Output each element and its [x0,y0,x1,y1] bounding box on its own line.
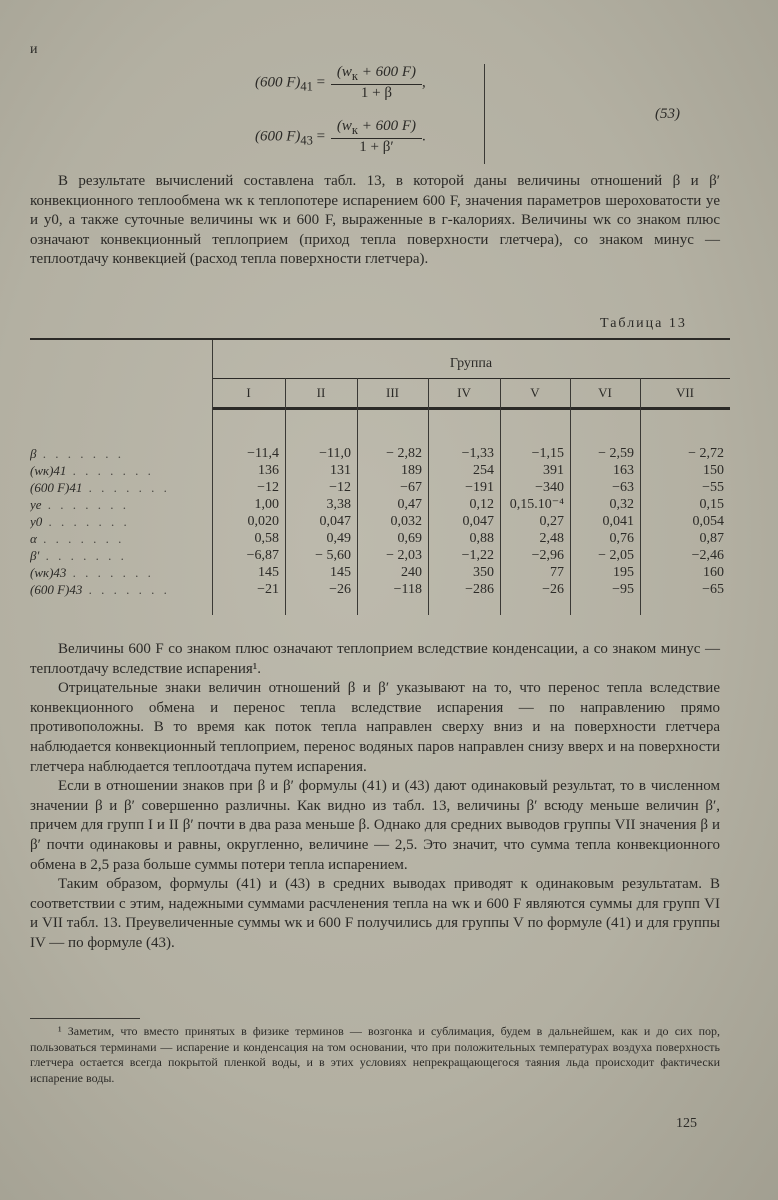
leader-dots: . . . . . . . [82,582,170,597]
fraction [331,118,422,156]
table-cell: −21 [257,582,279,597]
table-cell: −118 [393,582,422,597]
table-cell: 1,00 [254,497,279,512]
table-column-header: I [246,385,251,400]
leader-dots: . . . . . . . [41,497,130,512]
paragraph-1: В результате вычислений составлена табл. 13, в которой даны величины отношений β и β′ конвекционного теплообмена wк к теплопотере испарением 600 F, значения параметров шероховатости yе и y0, а также суточные величины wк и 600 F, выраженные в г-калориях. Величины wк со знаком плюс означают конвекционный теплоприем (приход тепла поверхности глетчера), со знаком минус — теплоотдачу конвекцией (расход тепла поверхности глетчера). [30,173,720,268]
leader-dots: . . . . . . . [36,531,125,546]
table-cell: −65 [702,582,724,597]
table-cell: −1,22 [461,548,494,563]
num-w: (w [336,118,352,134]
row-label-text: y0 [30,514,43,529]
table-row-label [30,514,202,530]
table-cell: −11,0 [319,446,351,461]
leader-dots: . . . . . . . [66,565,154,580]
table-cell: − 2,82 [386,446,422,461]
table-row-label [30,531,202,547]
table-row-label [30,497,202,513]
table-row-label [30,548,202,564]
table-cell: 350 [473,565,494,580]
table-cell: 0,047 [462,514,494,529]
table-group-header: Группа [449,356,493,371]
table-column-header: VI [598,385,612,400]
paragraph: Отрицательные знаки величин отношений β и β′ указывают на то, что перенос тепла вследствие конвекционного обмена и перенос тепла вследствие испарения — по направлению прямо противоположны. В то время как поток тепла направлен сверху вниз и на поверхности глетчера наблюдается конвекционный теплоприем, перенос водяных паров направлен снизу вверх и на поверхности глетчера наблюдается теплоотдача путем испарения. [30,680,720,775]
table-cell: −286 [465,582,494,597]
formula-tail: , [421,74,426,91]
table-cell: − 5,60 [315,548,351,563]
table-cell: 0,047 [319,514,351,529]
row-label-text: (wк)41 [30,463,67,478]
table-header-rule [212,378,730,379]
num-sub: к [351,123,358,137]
denominator: 1 + β′ [359,139,394,155]
table-cell: 2,48 [539,531,564,546]
table-cell: 163 [613,463,634,478]
table-column-header: V [530,385,540,400]
table-top-rule [30,338,730,340]
numerator [331,118,422,139]
paragraph: Таким образом, формулы (41) и (43) в средних выводах приводят к одинаковым результатам. В соответствии с этим, надежными суммами расчленения тепла на wк и 600 F являются суммы для групп VI и VII табл. 13. Преувеличенные суммы wк и 600 F получились для группы V по формуле (41) и для группы IV — по формуле (43). [30,876,720,951]
table-column-header: III [386,385,399,400]
table-column-header: II [316,385,326,400]
table-cell: −1,15 [531,446,564,461]
table-cell: 0,47 [397,497,422,512]
paragraph: Если в отношении знаков при β и β′ формулы (41) и (43) дают одинаковый результат, то в численном значении β и β′ совершенно различны. Как видно из табл. 13, величины β′ всюду меньше величин β′, причем для групп I и II β′ почти в два раза меньше β. Однако для средних выводов группы VII значения β и β′ почти одинаковы и равны, округленно, величине — 2,5. Это значит, что сумма тепла конвекционного обмена в 2,5 раза больше суммы потери тепла испарением. [30,778,720,873]
table-cell: 136 [258,463,279,478]
row-label-text: β′ [30,548,40,563]
table-cell: 240 [401,565,422,580]
table-cell: 0,032 [390,514,422,529]
table-cell: 145 [330,565,351,580]
table-row-label [30,446,202,462]
table-cell: 0,27 [539,514,564,529]
formula-tail: . [421,128,426,145]
table-row-label [30,480,202,496]
formula-lhs: (600 F) [255,74,301,91]
table-header-thick-rule [212,407,730,410]
table-cell: 131 [330,463,351,478]
table-cell: −26 [329,582,351,597]
row-label-text: α [30,531,37,546]
table-cell: 0,12 [469,497,494,512]
equation-number: (53) [655,106,680,122]
denominator: 1 + β [360,85,392,101]
table-cell: −12 [257,480,279,495]
leader-dots: . . . . . . . [42,514,130,529]
leader-dots: . . . . . . . [36,446,124,461]
table-cell: 391 [543,463,564,478]
num-rest: + 600 F) [357,64,416,80]
table-cell: 254 [473,463,494,478]
table-cell: −12 [329,480,351,495]
table-cell: 0,69 [397,531,422,546]
table-cell: 0,58 [254,531,279,546]
table-cell: − 2,05 [598,548,634,563]
table-cell: −6,87 [246,548,279,563]
table-cell: 0,87 [699,531,724,546]
num-sub: к [351,69,358,83]
table-column-header: IV [457,385,471,400]
table-cell: − 2,59 [598,446,634,461]
table-cell: 195 [613,565,634,580]
num-rest: + 600 F) [357,118,416,134]
table-cell: 189 [401,463,422,478]
table-cell: −95 [612,582,634,597]
footnote: ¹ Заметим, что вместо принятых в физике терминов — возгонка и сублимация, будем в дальнейшем, как и до сих пор, пользоваться терминами — испарение и конденсация на том основании, что при положительных температурах воздуха поверхность глетчера остается всегда покрытой пленкой воды, и в этих условиях непрекращающегося таяния льда происходит фактически испарение воды. [30,1024,720,1085]
table-cell: 0,020 [247,514,279,529]
row-label-text: β [30,446,37,461]
table-cell: 0,15 [699,497,724,512]
table-cell: 0,32 [609,497,634,512]
table-cell: −1,33 [461,446,494,461]
table-cell: −67 [400,480,422,495]
table-cell: −2,46 [691,548,724,563]
table-cell: −11,4 [247,446,279,461]
footnote-rule [30,1018,140,1019]
table-column-header: VII [675,385,695,400]
num-w: (w [336,64,352,80]
row-label-text: (600 F)43 [30,582,83,597]
row-label-text: (600 F)41 [30,480,83,495]
table-cell: 0,49 [326,531,351,546]
table-cell: − 2,03 [386,548,422,563]
table-cell: 145 [258,565,279,580]
table-cell: 3,38 [326,497,351,512]
table-row-label [30,582,202,598]
body-text [30,640,720,954]
formula-41: (600 $F)_{41}$ = $\frac{(w_к + 600 F)}{1 + \beta}$ , [255,64,426,101]
table-cell: − 2,72 [688,446,724,461]
table-cell: 0,041 [602,514,634,529]
table-cell: 0,15.10⁻⁴ [509,497,564,512]
table-caption: Таблица 13 [600,316,687,331]
table-cell: 77 [550,565,564,580]
fraction [331,64,422,102]
table-cell: 160 [703,565,724,580]
leader-dots: . . . . . . . [39,548,127,563]
table-cell: 150 [703,463,724,478]
leader-dots: . . . . . . . [82,480,170,495]
numerator [331,64,422,85]
table-cell: −55 [702,480,724,495]
page-number: 125 [676,1116,697,1131]
table-cell: −191 [465,480,494,495]
table-row-label [30,565,202,581]
paragraph: Величины 600 F со знаком плюс означают теплоприем вследствие конденсации, а со знаком минус — теплоотдачу вследствие испарения¹. [30,641,720,677]
table-row-label [30,463,202,479]
leader-dots: . . . . . . . [66,463,154,478]
table-cell: 0,76 [609,531,634,546]
table-cell: 0,054 [692,514,724,529]
formula-lhs-sub: 41 [300,79,313,94]
formula-43: (600 $F)_{43}$ = $\frac{(w_к + 600 F)}{1 + \beta'}$ . [255,118,426,155]
table-cell: −63 [612,480,634,495]
table-cell: −2,96 [531,548,564,563]
formula-lhs: (600 F) [255,128,301,145]
row-label-text: (wк)43 [30,565,67,580]
table-cell: −340 [535,480,564,495]
table-cell: 0,88 [469,531,494,546]
formula-brace-line [484,64,485,164]
lead-word: и [30,42,38,57]
row-label-text: ye [30,497,42,512]
table-cell: −26 [542,582,564,597]
formula-lhs-sub: 43 [300,133,313,148]
